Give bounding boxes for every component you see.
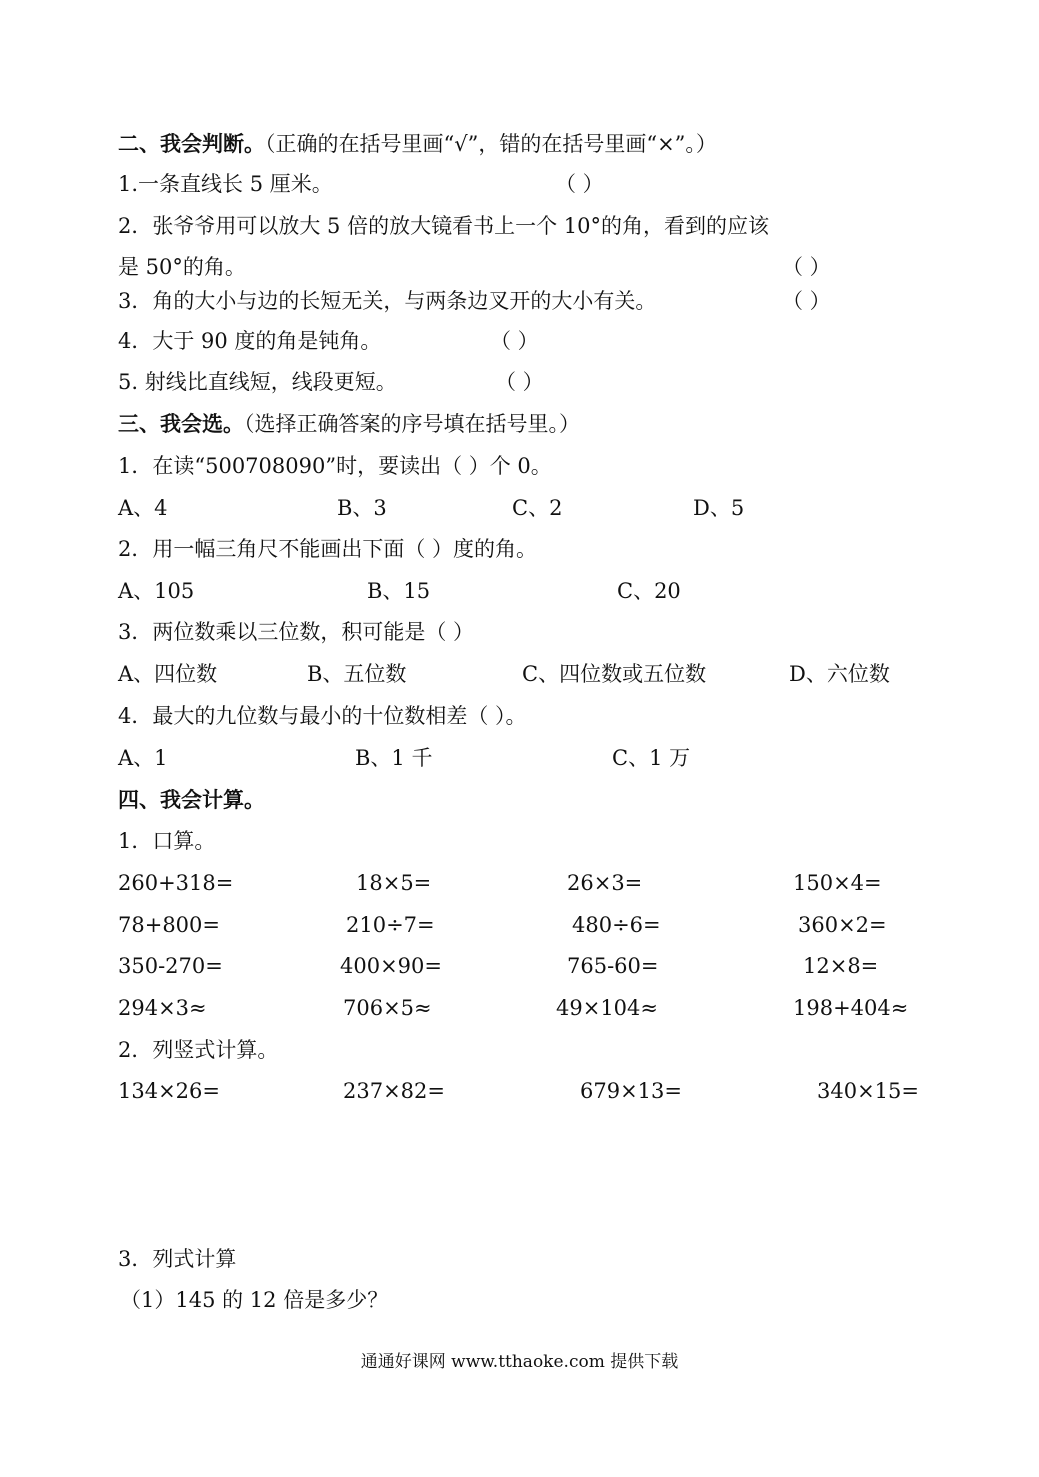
judge-item-2-cont bbox=[118, 253, 246, 281]
column-calc-item-1-text: （1）145 的 12 倍是多少？ bbox=[120, 1288, 389, 1312]
vertical-expr: 134×26= bbox=[118, 1079, 220, 1103]
choice-q3-option-d: D、六位数 bbox=[789, 662, 890, 686]
oral-expr: 26×3= bbox=[567, 871, 643, 895]
judge-item-4-text: 4．大于 90 度的角是钝角。 bbox=[118, 329, 382, 353]
choice-q1 bbox=[118, 452, 552, 480]
choice-q4-option-a: A、1 bbox=[118, 746, 168, 770]
section-2-title: 二、我会判断。 bbox=[118, 131, 265, 156]
oral-calc-title bbox=[118, 827, 215, 855]
section-2-heading bbox=[118, 130, 717, 158]
choice-q4-option-b: B、1 千 bbox=[355, 746, 433, 770]
oral-expr: 12×8= bbox=[803, 954, 879, 978]
section-3-title: 三、我会选。 bbox=[118, 411, 244, 436]
choice-q4-option-c: C、1 万 bbox=[612, 746, 691, 770]
judge-item-3-text: 3．角的大小与边的长短无关，与两条边叉开的大小有关。 bbox=[118, 289, 657, 313]
oral-calc-title-text: 1．口算。 bbox=[118, 829, 216, 853]
vertical-expr: 237×82= bbox=[343, 1079, 445, 1103]
choice-q2-option-b: B、15 bbox=[367, 579, 431, 603]
section-3-note: （选择正确答案的序号填在括号里。） bbox=[244, 412, 580, 436]
judge-item-1-text: 1.一条直线长 5 厘米。 bbox=[118, 172, 333, 196]
oral-expr: 78+800= bbox=[118, 913, 220, 937]
oral-expr: 350-270= bbox=[118, 954, 223, 978]
choice-q1-text: 1．在读“500708090”时，要读出（ ）个 0。 bbox=[118, 454, 552, 478]
section-2-note: （正确的在括号里画“√”，错的在括号里画“×”。） bbox=[265, 132, 717, 156]
section-4-heading bbox=[118, 786, 265, 814]
judge-item-3 bbox=[118, 287, 656, 315]
oral-expr: 480÷6= bbox=[572, 913, 661, 937]
choice-q4-text: 4．最大的九位数与最小的十位数相差（ ）。 bbox=[118, 704, 527, 728]
oral-expr: 49×104≈ bbox=[556, 996, 658, 1020]
choice-q1-option-d: D、5 bbox=[693, 496, 745, 520]
oral-expr: 360×2= bbox=[798, 913, 887, 937]
choice-q2 bbox=[118, 535, 537, 563]
oral-expr: 400×90= bbox=[340, 954, 442, 978]
choice-q2-option-a: A、105 bbox=[118, 579, 195, 603]
judge-item-2 bbox=[118, 212, 769, 240]
judge-item-5-answer: （ ） bbox=[495, 370, 544, 394]
section-4-title: 四、我会计算。 bbox=[118, 787, 265, 812]
judge-item-5-text: 5. 射线比直线短，线段更短。 bbox=[118, 370, 397, 394]
vertical-expr: 340×15= bbox=[817, 1079, 919, 1103]
judge-item-2-answer: （ ） bbox=[782, 255, 831, 279]
vertical-calc-title bbox=[118, 1036, 278, 1064]
choice-q3-option-b: B、五位数 bbox=[307, 662, 407, 686]
judge-item-5 bbox=[118, 368, 397, 396]
page-footer bbox=[0, 1350, 1039, 1374]
oral-expr: 765-60= bbox=[567, 954, 659, 978]
oral-expr: 210÷7= bbox=[346, 913, 435, 937]
judge-item-1-answer: （ ） bbox=[555, 172, 604, 196]
oral-expr: 706×5≈ bbox=[343, 996, 432, 1020]
choice-q1-option-b: B、3 bbox=[337, 496, 387, 520]
oral-expr: 260+318= bbox=[118, 871, 234, 895]
column-calc-item-1 bbox=[120, 1286, 388, 1314]
judge-item-4-answer: （ ） bbox=[490, 329, 539, 353]
oral-expr: 150×4= bbox=[793, 871, 882, 895]
oral-expr: 294×3≈ bbox=[118, 996, 207, 1020]
vertical-expr: 679×13= bbox=[580, 1079, 682, 1103]
column-calc-title bbox=[118, 1245, 236, 1273]
oral-expr: 198+404≈ bbox=[793, 996, 909, 1020]
oral-expr: 18×5= bbox=[356, 871, 432, 895]
choice-q1-option-c: C、2 bbox=[512, 496, 563, 520]
judge-item-2-text: 2．张爷爷用可以放大 5 倍的放大镜看书上一个 10°的角，看到的应该 bbox=[118, 214, 769, 238]
judge-item-2-text-line2: 是 50°的角。 bbox=[118, 255, 246, 279]
choice-q1-option-a: A、4 bbox=[118, 496, 168, 520]
choice-q3 bbox=[118, 618, 474, 646]
choice-q3-option-a: A、四位数 bbox=[118, 662, 218, 686]
choice-q2-text: 2．用一幅三角尺不能画出下面（ ）度的角。 bbox=[118, 537, 538, 561]
judge-item-1 bbox=[118, 170, 333, 198]
choice-q3-text: 3．两位数乘以三位数，积可能是（ ） bbox=[118, 620, 475, 644]
section-3-heading bbox=[118, 410, 580, 438]
judge-item-3-answer: （ ） bbox=[782, 289, 831, 313]
choice-q4 bbox=[118, 702, 527, 730]
footer-text: 通通好课网 www.tthaoke.com 提供下载 bbox=[360, 1352, 679, 1372]
vertical-calc-title-text: 2．列竖式计算。 bbox=[118, 1038, 279, 1062]
choice-q2-option-c: C、20 bbox=[617, 579, 681, 603]
column-calc-title-text: 3．列式计算 bbox=[118, 1247, 237, 1271]
judge-item-4 bbox=[118, 327, 381, 355]
choice-q3-option-c: C、四位数或五位数 bbox=[522, 662, 707, 686]
